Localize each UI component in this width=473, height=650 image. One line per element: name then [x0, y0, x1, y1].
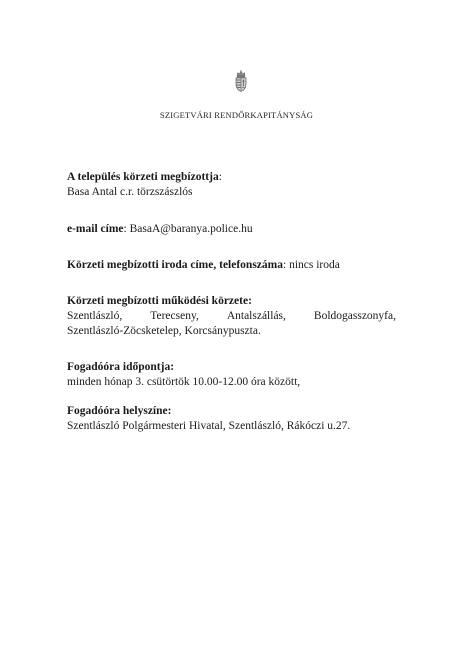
reception-place-label: Fogadóóra helyszíne:: [67, 405, 172, 417]
office-colon: :: [282, 259, 290, 271]
reception-place-section: [67, 404, 427, 434]
district-line-1: [67, 309, 396, 324]
officer-name: Basa Antal c.r. törzszászlós: [67, 186, 193, 198]
district-place: Antalszállás,: [226, 310, 286, 322]
reception-time-value: minden hónap 3. csütörtök 10.00-12.00 óra között,: [67, 376, 301, 388]
email-address: BasaA@baranya.police.hu: [129, 223, 253, 235]
email-label: e-mail címe: [67, 223, 124, 235]
district-section: [67, 294, 397, 339]
officer-heading: [67, 170, 397, 185]
district-place: Terecseny,: [150, 310, 199, 322]
reception-time-label: Fogadóóra időpontja:: [67, 361, 175, 373]
officer-label: A település körzeti megbízottja: [67, 171, 219, 183]
officer-colon: :: [218, 171, 222, 183]
office-value: nincs iroda: [289, 259, 340, 271]
reception-time-section: [67, 360, 397, 390]
office-section: [67, 258, 427, 273]
email-colon: :: [123, 223, 130, 235]
district-line-2: Szentlászló-Zöcsketelep, Korcsánypuszta.: [67, 325, 261, 337]
reception-place-value: Szentlászló Polgármesteri Hivatal, Szentlászló, Rákóczi u.27.: [67, 420, 351, 432]
office-label: Körzeti megbízotti iroda címe, telefonszáma: [67, 259, 283, 271]
organization-name: SZIGETVÁRI RENDŐRKAPITÁNYSÁG: [159, 110, 314, 120]
district-place: Boldogasszonyfa,: [313, 310, 396, 322]
hungarian-coat-of-arms-icon: [234, 70, 248, 92]
district-place: Szentlászló,: [67, 310, 123, 322]
district-label: Körzeti megbízotti működési körzete:: [67, 295, 252, 307]
officer-section: [67, 170, 397, 200]
email-section: [67, 222, 397, 237]
